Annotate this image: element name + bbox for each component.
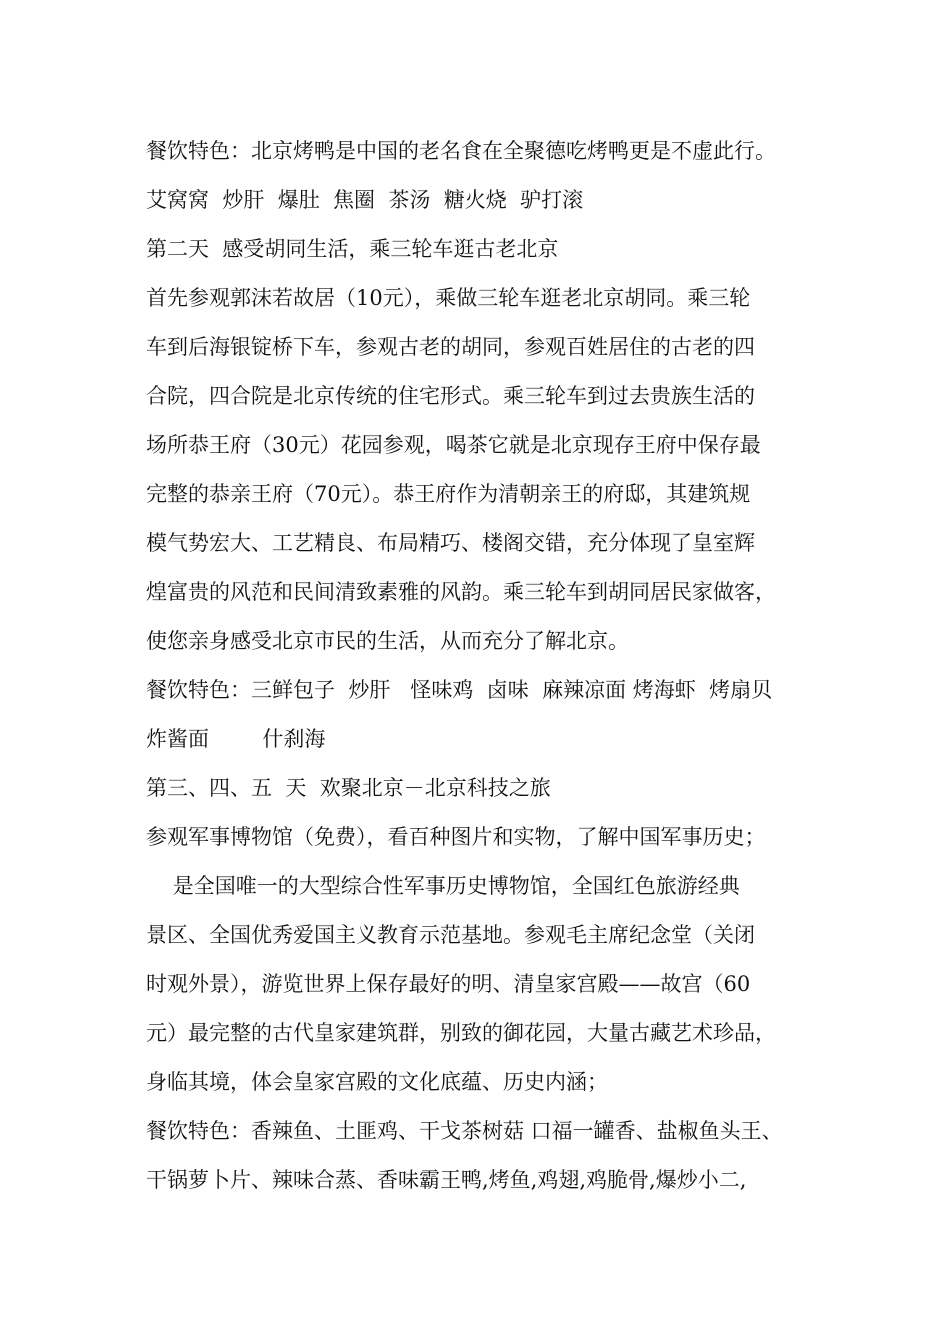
line-21: 餐饮特色：香辣鱼、土匪鸡、干戈茶树菇 口福一罐香、盐椒鱼头王、: [146, 1119, 783, 1143]
line-5: 车到后海银锭桥下车，参观古老的胡同，参观百姓居住的古老的四: [146, 335, 755, 359]
line-12: 餐饮特色：三鲜包子 炒肝 怪味鸡 卤味 麻辣凉面 烤海虾 烤扇贝: [146, 678, 773, 702]
line-14: 第三、四、五 天 欢聚北京－北京科技之旅: [146, 776, 551, 800]
line-4: 首先参观郭沫若故居（10元），乘做三轮车逛老北京胡同。乘三轮: [146, 286, 751, 310]
line-10: 煌富贵的风范和民间清致素雅的风韵。乘三轮车到胡同居民家做客，: [146, 580, 776, 604]
line-13: 炸酱面 什刹海: [146, 727, 326, 751]
line-2: 艾窝窝 炒肝 爆肚 焦圈 茶汤 糖火烧 驴打滚: [146, 188, 584, 212]
line-3: 第二天 感受胡同生活，乘三轮车逛古老北京: [146, 237, 559, 261]
line-9: 模气势宏大、工艺精良、布局精巧、楼阁交错，充分体现了皇室辉: [146, 531, 755, 555]
line-15: 参观军事博物馆（免费），看百种图片和实物，了解中国军事历史；: [146, 825, 766, 849]
line-17: 景区、全国优秀爱国主义教育示范基地。参观毛主席纪念堂（关闭: [146, 923, 755, 947]
line-16: 是全国唯一的大型综合性军事历史博物馆，全国红色旅游经典: [146, 874, 740, 898]
line-18: 时观外景），游览世界上保存最好的明、清皇家宫殿——故宫（60: [146, 972, 751, 996]
line-19: 元）最完整的古代皇家建筑群，别致的御花园，大量古藏艺术珍品，: [146, 1021, 776, 1045]
line-7: 场所恭王府（30元）花园参观，喝茶它就是北京现存王府中保存最: [146, 433, 761, 457]
line-1: 餐饮特色：北京烤鸭是中国的老名食在全聚德吃烤鸭更是不虚此行。: [146, 139, 776, 163]
line-8: 完整的恭亲王府（70元）。恭王府作为清朝亲王的府邸，其建筑规: [146, 482, 751, 506]
line-6: 合院，四合院是北京传统的住宅形式。乘三轮车到过去贵族生活的: [146, 384, 755, 408]
line-22: 干锅萝卜片、辣味合蒸、香味霸王鸭,烤鱼,鸡翅,鸡脆骨,爆炒小二,: [146, 1168, 747, 1192]
line-11: 使您亲身感受北京市民的生活，从而充分了解北京。: [146, 629, 629, 653]
line-20: 身临其境，体会皇家宫殿的文化底蕴、历史内涵；: [146, 1070, 608, 1094]
